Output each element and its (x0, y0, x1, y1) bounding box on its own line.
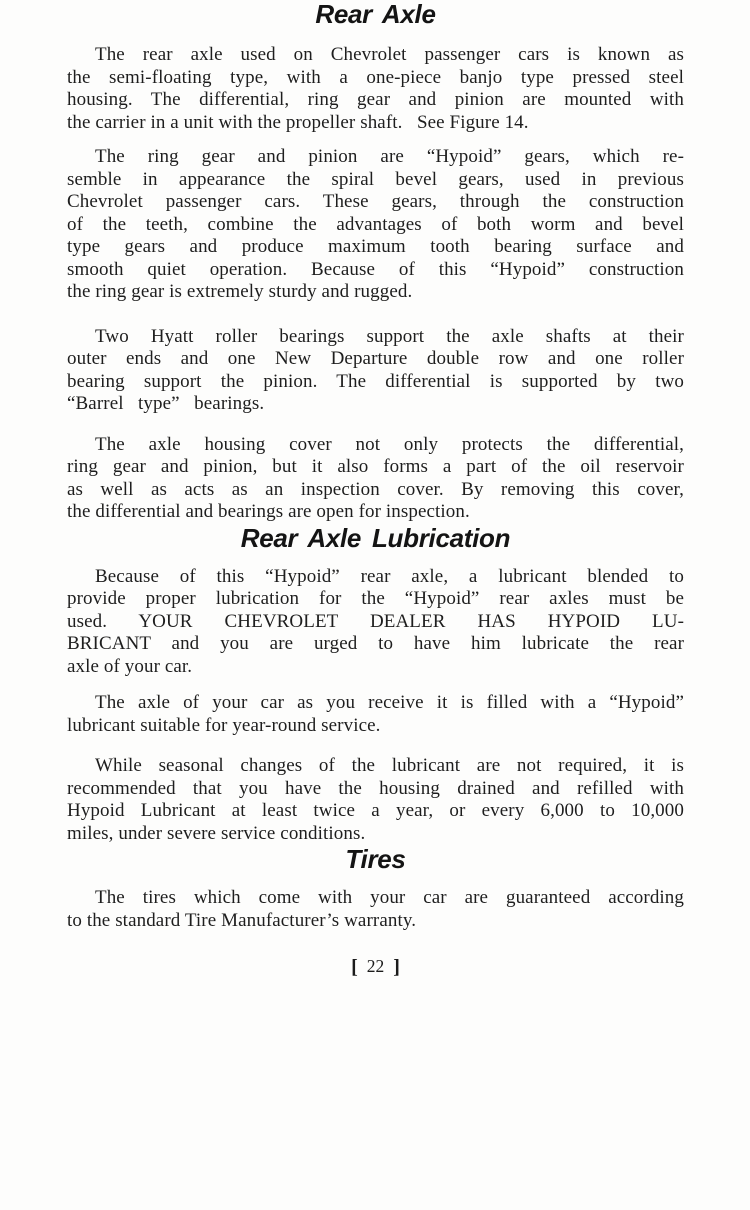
text-line: miles, under severe service conditions. (67, 822, 366, 844)
text-line: The axle of your car as you receive it is filled with a “Hypoid” (95, 692, 684, 713)
text-line: The axle housing cover not only protects the differential, (95, 433, 684, 455)
text-line: ring gear and pinion, but it also forms a part of the oil reservoir (67, 456, 684, 477)
heading-rear-axle-lubrication: Rear Axle Lubrication (240, 522, 511, 553)
heading-tires: Tires (345, 844, 406, 874)
text-line: semble in appearance the spiral bevel gears, used in previous (67, 168, 684, 190)
paragraph (67, 434, 684, 524)
heading-rear-axle: Rear Axle (315, 0, 436, 29)
text-line: the ring gear is extremely sturdy and rugged. (67, 281, 413, 302)
text-line: bearing support the pinion. The differential is supported by two (67, 370, 684, 392)
text-line: provide proper lubrication for the “Hypoid” rear axles must be (67, 588, 684, 609)
paragraph (67, 146, 684, 304)
text-line: to the standard Tire Manufacturer’s warranty. (67, 909, 417, 931)
text-line: axle of your car. (67, 655, 193, 677)
text-line: While seasonal changes of the lubricant are not required, it is (95, 755, 684, 776)
paragraph (67, 755, 684, 845)
paragraph (67, 566, 684, 679)
paragraph (67, 692, 684, 737)
text-line: The ring gear and pinion are “Hypoid” gears, which re- (95, 146, 684, 167)
text-line: Because of this “Hypoid” rear axle, a lubricant blended to (95, 565, 684, 587)
text-line: The rear axle used on Chevrolet passenger cars is known as (95, 44, 684, 65)
text-line: type gears and produce maximum tooth bearing surface and (67, 236, 684, 257)
page-number-bracket-close: ] (393, 956, 400, 978)
text-line: housing. The differential, ring gear and pinion are mounted with (67, 89, 684, 110)
page-number-value: 22 (366, 956, 385, 976)
paragraph (67, 44, 684, 134)
text-line: BRICANT and you are urged to have him lubricate the rear (67, 633, 684, 654)
page-number (67, 956, 684, 979)
text-line: Two Hyatt roller bearings support the axle shafts at their (95, 325, 684, 347)
paragraph (67, 887, 684, 932)
document-content (67, 0, 684, 979)
text-line: the semi-floating type, with a one-piece banjo type pressed steel (67, 66, 684, 88)
text-line: the carrier in a unit with the propeller shaft. See Figure 14. (67, 111, 529, 133)
text-line: Chevrolet passenger cars. These gears, through the construction (67, 191, 684, 212)
text-line: “Barrel type” bearings. (67, 393, 265, 414)
page-number-bracket-open: [ (351, 956, 358, 978)
text-line: The tires which come with your car are guaranteed according (95, 887, 684, 908)
text-line: recommended that you have the housing drained and refilled with (67, 777, 684, 799)
paragraph (67, 326, 684, 416)
text-line: smooth quiet operation. Because of this “Hypoid” construction (67, 258, 684, 280)
text-line: used. YOUR CHEVROLET DEALER HAS HYPOID LU- (67, 610, 684, 632)
text-line: of the teeth, combine the advantages of both worm and bevel (67, 213, 684, 235)
text-line: as well as acts as an inspection cover. By removing this cover, (67, 478, 684, 500)
text-line: outer ends and one New Departure double row and one roller (67, 348, 684, 369)
text-line: Hypoid Lubricant at least twice a year, or every 6,000 to 10,000 (67, 800, 684, 821)
text-line: lubricant suitable for year-round service. (67, 714, 381, 736)
text-line: the differential and bearings are open for inspection. (67, 501, 470, 522)
